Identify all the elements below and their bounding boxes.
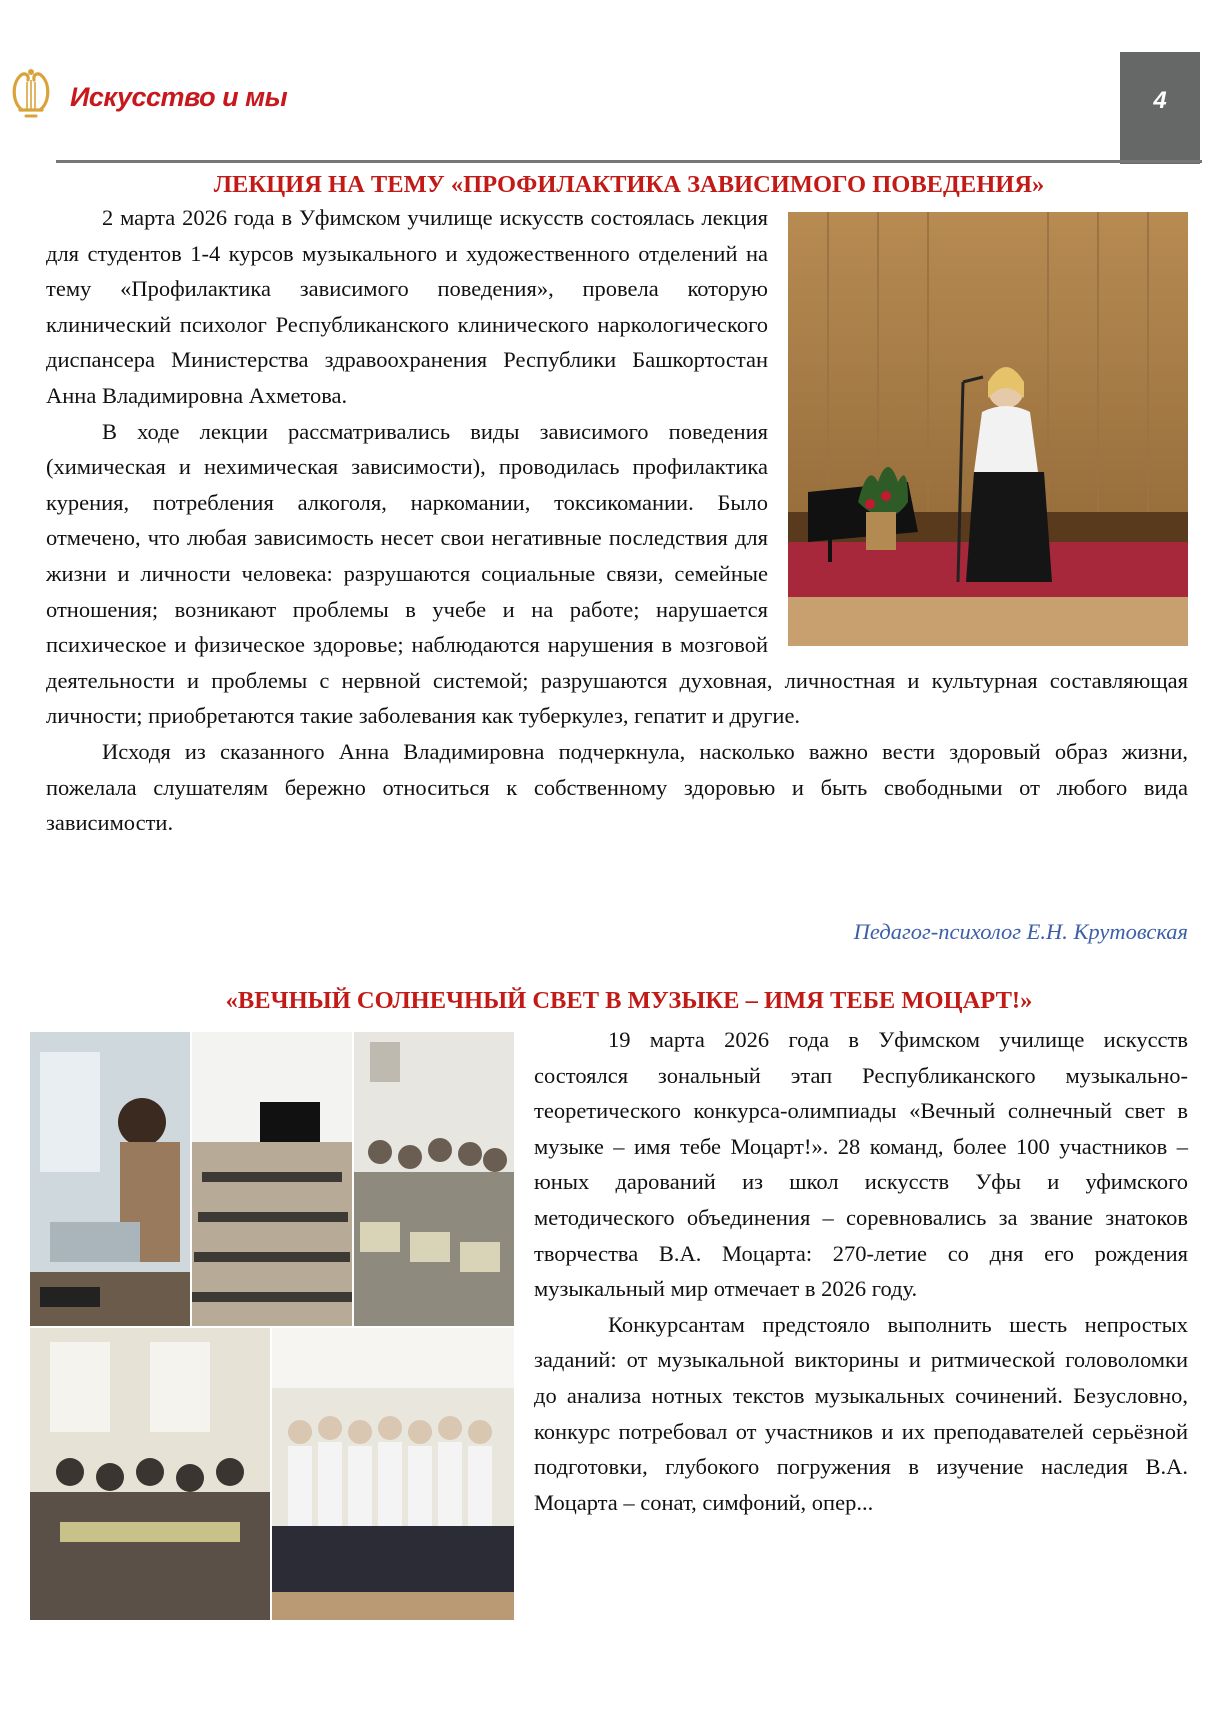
- collage-photo-audience: [30, 1328, 270, 1620]
- header-divider: [56, 160, 1202, 163]
- article1-title: ЛЕКЦИЯ НА ТЕМУ «ПРОФИЛАКТИКА ЗАВИСИМОГО ПОВЕДЕНИЯ»: [213, 171, 1045, 198]
- article2-paragraph-1: 19 марта 2026 года в Уфимском училище искусств состоялся зональный этап Республиканского музыкально-теоретического конкурса-олимпиады «Вечный солнечный свет в музыке – имя тебе Моцарт!». 28 команд, более 100 участников – юных дарований из школ искусств Уфы и уфимского методического объединения – соревновались за звание знатоков творчества В.А. Моцарта: 270-летие со дня его рождения музыкальный мир отмечает в 2026 году.: [534, 1027, 1188, 1302]
- competition-photo-collage: [30, 1032, 514, 1620]
- article1-signature: Педагог-психолог Е.Н. Крутовская: [853, 919, 1188, 944]
- article1-paragraph-2: В ходе лекции рассматривались виды зависимого поведения (химическая и нехимическая зависимости), проводилась профилактика курения, потребления алкоголя, наркомании, токсикомании. Было отмечено, что любая зависимость несет свои негативные последствия для жизни и личности человека: разрушаются социальные связи, семейные отношения; возникают проблемы в учебе и на работе; нарушается психическое и физическое здоровье; наблюдаются нарушения в мозговой деятельности и проблемы с нервной системой; разрушаются духовная, личностная и культурная составляющая личности; приобретаются такие заболевания как туберкулез, гепатит и другие.: [46, 418, 1188, 729]
- article2-body: [534, 1022, 1188, 1520]
- article2-paragraph-2: Конкурсантам предстояло выполнить шесть непростых заданий: от музыкальной викторины и ритмической головоломки до анализа нотных текстов музыкальных сочинений. Безусловно, конкурс потребовал от участников и их преподавателей серьёзной подготовки, глубокого погружения в изучение наследия В.А. Моцарта – сонат, симфоний, опер...: [534, 1311, 1188, 1515]
- collage-photo-teacher-laptop: [30, 1032, 190, 1326]
- article2-title: «ВЕЧНЫЙ СОЛНЕЧНЫЙ СВЕТ В МУЗЫКЕ – ИМЯ ТЕБЕ МОЦАРТ!»: [225, 987, 1033, 1014]
- collage-photo-group-portrait: [272, 1328, 514, 1620]
- article1-body: [46, 200, 1188, 841]
- article1-paragraph-1: 2 марта 2026 года в Уфимском училище искусств состоялась лекция для студентов 1-4 курсов музыкального и художественного отделений на тему «Профилактика зависимого поведения», провела которую клинический психолог Республиканского клинического наркологического диспансера Министерства здравоохранения Республики Башкортостан Анна Владимировна Ахметова.: [46, 205, 768, 408]
- collage-photo-students-seated: [354, 1032, 514, 1326]
- article1-paragraph-3: Исходя из сказанного Анна Владимировна подчеркнула, насколько важно вести здоровый образ жизни, пожелала слушателям бережно относиться к собственному здоровью и быть свободными от любого вида зависимости.: [46, 738, 1188, 836]
- lyre-logo-icon: [10, 64, 52, 120]
- lecture-stage-photo: [788, 212, 1188, 646]
- publication-brand: Искусство и мы: [70, 82, 288, 112]
- collage-photo-hall-rows: [192, 1032, 352, 1326]
- page-number: 4: [1120, 52, 1200, 164]
